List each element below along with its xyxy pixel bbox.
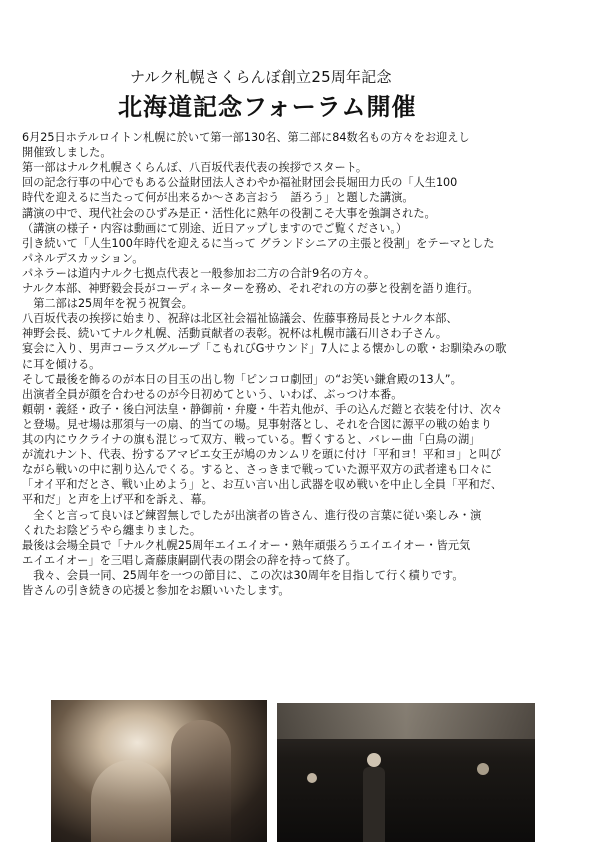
body-line: 6月25日ホテルロイトン札幌に於いて第一部130名、第二部に84数名もの方々をお迎えし <box>22 131 470 144</box>
body-line: くれたお陰どうやら纏まりました。 <box>22 523 202 537</box>
body-line: 頼朝・義経・政子・後白河法皇・静御前・弁慶・牛若丸他が、手の込んだ鎧と衣装を付け、次々 <box>22 402 503 416</box>
body-line: 八百坂代表の挨拶に始まり、祝辞は北区社会福祉協議会、佐藤事務局長とナルク本部、 <box>22 312 458 326</box>
body-line: ナルク本部、神野毅会長がコーディネーターを務め、それぞれの方の夢と役割を語り進行。 <box>22 282 479 295</box>
body-line: と登場。見せ場は那須与一の扇、的当ての場。見事射落とし、それを合図に源平の戦の始まり <box>22 417 492 431</box>
body-line: 講演の中で、現代社会のひずみ是正・活性化に熟年の役割こそ大事を強調された。 <box>22 206 436 220</box>
body-line: エイエイオー」を三唱し斎藤康嗣副代表の閉会の辞を持って終了。 <box>22 553 357 567</box>
body-line: 出演者全員が顔を合わせるのが今日初めてという、いわば、ぶっつけ本番。 <box>22 387 403 401</box>
body-line: 其の内にウクライナの旗も混じって双方、戦っている。暫くすると、バレー曲「白鳥の湖」 <box>22 433 481 446</box>
photo-figure <box>171 720 231 842</box>
photo-figure <box>367 753 381 767</box>
event-title: 北海道記念フォーラム開催 <box>118 93 417 121</box>
body-line: 開催致しました。 <box>22 146 112 160</box>
body-line: 最後は会場全員で「ナルク札幌25周年エイエイオー・熟年頑張ろうエイエイオー・皆元気 <box>22 538 471 552</box>
body-line: パネルデスカッション。 <box>22 251 144 265</box>
body-line: 回の記念行事の中心でもある公益財団法人さわやか福祉財団会長堀田力氏の「人生100 <box>22 176 458 190</box>
event-photo-left <box>51 700 267 842</box>
body-line: 平和だ」と声を上げ平和を訴え、幕。 <box>22 493 213 507</box>
body-line: ながら戦いの中に割り込んでくる。すると、さっきまで戦っていた源平双方の武者達も口々に <box>22 463 492 477</box>
body-line: 「オイ平和だとさ、戦い止めよう」と、お互い言い出し武器を収め戦いを中止し全員「平和だ、 <box>22 478 503 492</box>
body-line: 第一部はナルク札幌さくらんぼ、八百坂代表代表の挨拶でスタート。 <box>22 161 368 175</box>
photo-stage-screen <box>277 703 535 739</box>
body-line: （講演の様子・内容は動画にて別途、近日アップしますのでご覧ください。） <box>22 221 408 235</box>
photo-figure <box>363 767 385 842</box>
event-subtitle: ナルク札幌さくらんぼ創立25周年記念 <box>130 68 392 86</box>
body-line: パネラーは道内ナルク七拠点代表と一般参加お二方の合計9名の方々。 <box>22 266 376 280</box>
body-line: 引き続いて「人生100年時代を迎えるに当って グランドシニアの主張と役割」をテーマとした <box>22 236 495 250</box>
body-line: 神野会長、続いてナルク札幌、活動貢献者の表彰。祝杯は札幌市議石川さわ子さん。 <box>22 327 448 341</box>
body-line: 皆さんの引き続きの応援と参加をお願いいたします。 <box>22 584 290 597</box>
photo-figure <box>477 763 489 775</box>
event-photo-right <box>277 703 535 842</box>
photo-figure <box>91 760 171 842</box>
body-line: そして最後を飾るのが本日の目玉の出し物「ピンコロ劇団」の“お笑い鎌倉殿の13人”。 <box>22 372 462 386</box>
body-line: 全くと言って良いほど練習無しでしたが出演者の皆さん、進行役の言葉に従い楽しみ・演 <box>22 508 482 522</box>
body-line: 宴会に入り、男声コーラスグループ「こもれびGサウンド」7人による懐かしの歌・お馴染みの歌 <box>22 342 507 356</box>
body-line: に耳を傾ける。 <box>22 357 101 371</box>
body-line: が流れナント、代表、扮するアマビエ女王が鳩のカンムリを頭に付け「平和ヨ！平和ヨ」と叫び <box>22 448 502 462</box>
body-line: 我々、会員一同、25周年を一つの節目に、この次は30周年を目指して行く積りです。 <box>22 568 464 582</box>
photo-figure <box>307 773 317 783</box>
body-line: 時代を迎えるに当たって何が出来るか～さあ言おう 語ろう」と題した講演。 <box>22 191 414 205</box>
body-line: 第二部は25周年を祝う祝賀会。 <box>22 297 193 311</box>
